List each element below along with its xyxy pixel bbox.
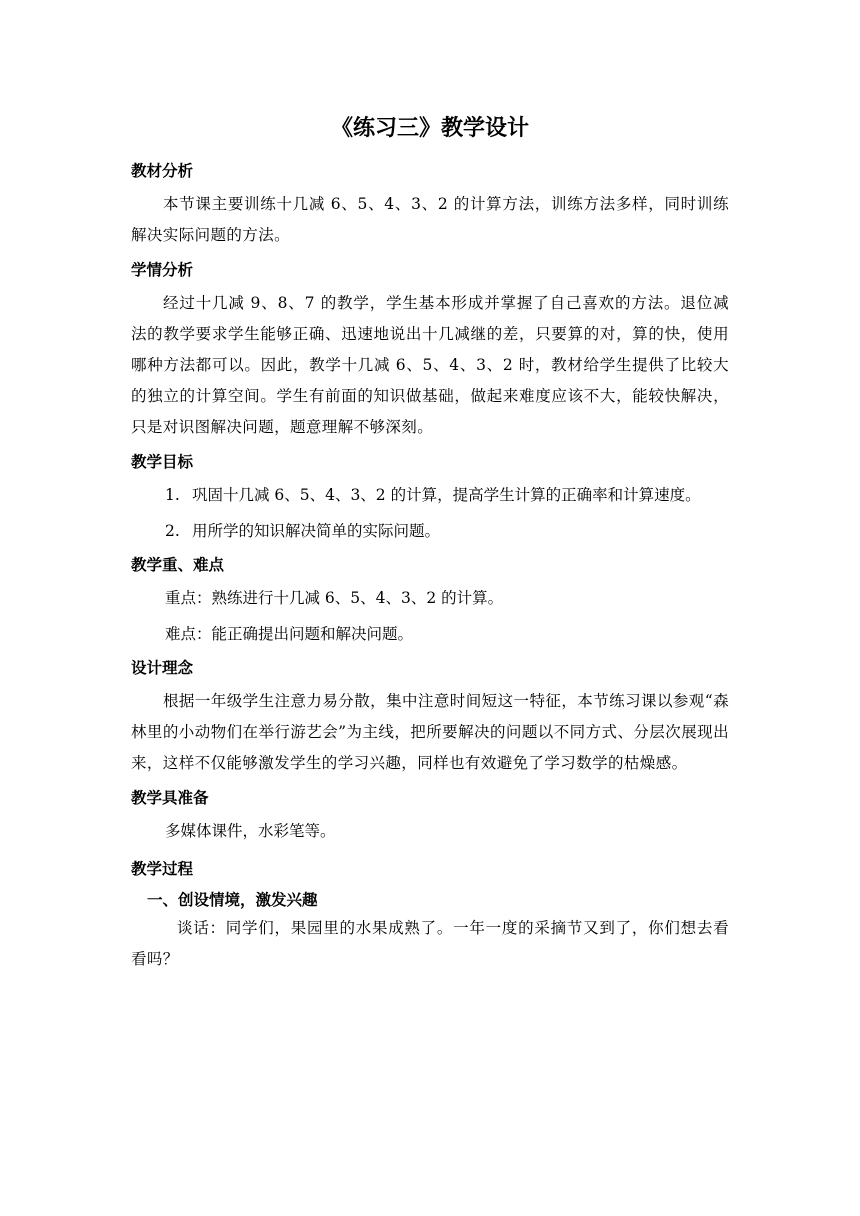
process-subheading: 一、创设情境，激发兴趣 (147, 891, 318, 909)
goal-number: 2. (165, 522, 180, 540)
section-heading: 教学目标 (131, 453, 194, 471)
key-point: 重点：熟练进行十几减 6、5、4、3、2 的计算。 (165, 589, 504, 607)
materials-text: 多媒体课件，水彩笔等。 (165, 822, 336, 840)
section-teaching-goals (131, 449, 729, 547)
difficult-point: 难点：能正确提出问题和解决问题。 (165, 625, 414, 643)
document-body (131, 158, 729, 975)
section-textbook-analysis (131, 158, 729, 251)
section-student-analysis (131, 257, 729, 443)
goal-item (131, 516, 729, 547)
section-key-difficult-points (131, 552, 729, 650)
section-heading: 教材分析 (131, 162, 194, 180)
section-materials (131, 785, 729, 847)
section-paragraph: 根据一年级学生注意力易分散，集中注意时间短这一特征，本节练习课以参观“森林里的小动物们在举行游艺会”为主线，把所要解决的问题以不同方式、分层次展现出来，这样不仅能够激发学生的学习兴趣，同样也有效避免了学习数学的枯燥感。 (131, 692, 729, 772)
goal-text: 用所学的知识解决简单的实际问题。 (191, 522, 440, 540)
document-title: 《练习三》教学设计 (330, 116, 529, 141)
section-paragraph: 本节课主要训练十几减 6、5、4、3、2 的计算方法，训练方法多样，同时训练解决实际问题的方法。 (131, 195, 729, 244)
section-design-concept (131, 655, 729, 779)
goal-number: 1. (165, 486, 180, 504)
process-talk: 谈话：同学们，果园里的水果成熟了。一年一度的采摘节又到了，你们想去看看吗？ (131, 919, 729, 968)
section-heading: 教学过程 (131, 860, 194, 878)
section-paragraph: 经过十几减 9、8、7 的教学，学生基本形成并掌握了自己喜欢的方法。退位减法的教学要求学生能够正确、迅速地说出十几减继的差，只要算的对，算的快，使用哪种方法都可以。因此，教学十几减 6、5、4、3、2 时，教材给学生提供了比较大的独立的计算空间。学生有前面的知识做基础，做起来难度应该不大，能较快解决，只是对识图解决问题，题意理解不够深刻。 (131, 294, 729, 436)
section-teaching-process (131, 856, 729, 975)
section-heading: 设计理念 (131, 659, 194, 677)
goal-text: 巩固十几减 6、5、4、3、2 的计算，提高学生计算的正确率和计算速度。 (191, 486, 701, 504)
section-heading: 教学具准备 (131, 789, 209, 807)
section-heading: 学情分析 (131, 261, 194, 279)
section-heading: 教学重、难点 (131, 556, 225, 574)
goal-item (131, 480, 729, 511)
